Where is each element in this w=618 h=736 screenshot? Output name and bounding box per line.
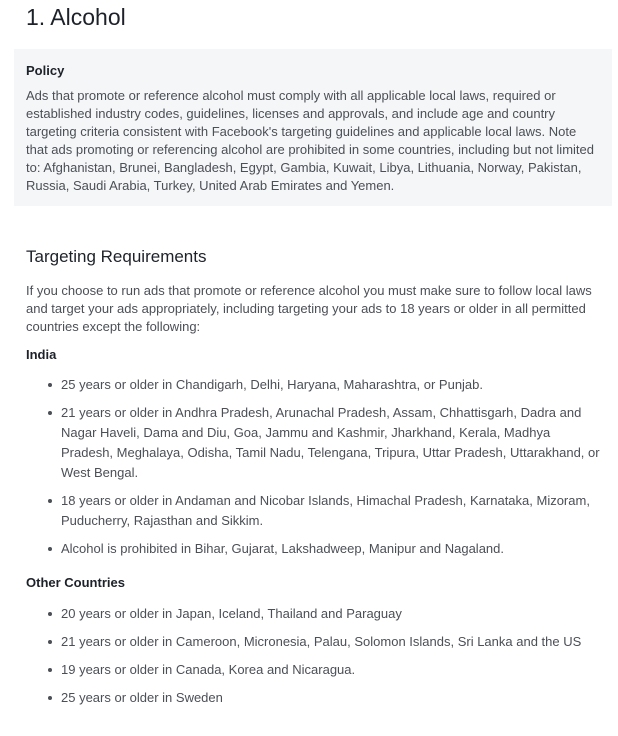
policy-title: Policy: [26, 63, 65, 78]
india-subheading: India: [26, 347, 57, 362]
list-item-text: 18 years or older in Andaman and Nicobar Islands, Himachal Pradesh, Karnataka, Mizoram, Puducherry, Rajasthan and Sikkim.: [61, 493, 590, 528]
bullet-icon: [48, 547, 52, 551]
list-item: [44, 604, 604, 624]
bullet-icon: [48, 612, 52, 616]
list-item-text: 25 years or older in Sweden: [61, 690, 223, 705]
list-item: [44, 539, 604, 559]
list-item-text: 19 years or older in Canada, Korea and Nicaragua.: [61, 662, 356, 677]
list-item: [44, 660, 604, 680]
bullet-icon: [48, 383, 52, 387]
other-countries-list: [44, 604, 604, 716]
list-item-text: 20 years or older in Japan, Iceland, Thailand and Paraguay: [61, 606, 402, 621]
list-item: [44, 403, 604, 483]
list-item: [44, 632, 604, 652]
bullet-icon: [48, 499, 52, 503]
list-item: [44, 491, 604, 531]
india-list: [44, 375, 604, 567]
bullet-icon: [48, 411, 52, 415]
bullet-icon: [48, 640, 52, 644]
section-title: 1. Alcohol: [26, 4, 126, 30]
list-item-text: Alcohol is prohibited in Bihar, Gujarat, Lakshadweep, Manipur and Nagaland.: [61, 541, 504, 556]
list-item-text: 25 years or older in Chandigarh, Delhi, Haryana, Maharashtra, or Punjab.: [61, 377, 484, 392]
targeting-intro: If you choose to run ads that promote or reference alcohol you must make sure to follow local laws and target your ads appropriately, including targeting your ads to 18 years or older in all permitted countries except the following:: [26, 283, 592, 334]
list-item-text: 21 years or older in Cameroon, Micronesia, Palau, Solomon Islands, Sri Lanka and the US: [61, 634, 582, 649]
bullet-icon: [48, 668, 52, 672]
list-item: [44, 688, 604, 708]
targeting-heading: Targeting Requirements: [26, 247, 207, 266]
policy-box: [14, 49, 612, 206]
policy-text: Ads that promote or reference alcohol must comply with all applicable local laws, required or established industry codes, guidelines, licenses and approvals, and include age and country targeting criteria consistent with Facebook's targeting guidelines and applicable local laws. Note that ads promoting or referencing alcohol are prohibited in some countries, including but not limited to: Afghanistan, Brunei, Bangladesh, Egypt, Gambia, Kuwait, Libya, Lithuania, Norway, Pakistan, Russia, Saudi Arabia, Turkey, United Arab Emirates and Yemen.: [26, 88, 594, 193]
bullet-icon: [48, 696, 52, 700]
list-item: [44, 375, 604, 395]
list-item-text: 21 years or older in Andhra Pradesh, Arunachal Pradesh, Assam, Chhattisgarh, Dadra and Nagar Haveli, Dama and Diu, Goa, Jammu and Kashmir, Jharkhand, Kerala, Madhya Pradesh, Meghalaya, Odisha, Tamil Nadu, Telengana, Tripura, Uttar Pradesh, Uttarakhand, or West Bengal.: [61, 405, 600, 480]
other-countries-subheading: Other Countries: [26, 575, 125, 590]
